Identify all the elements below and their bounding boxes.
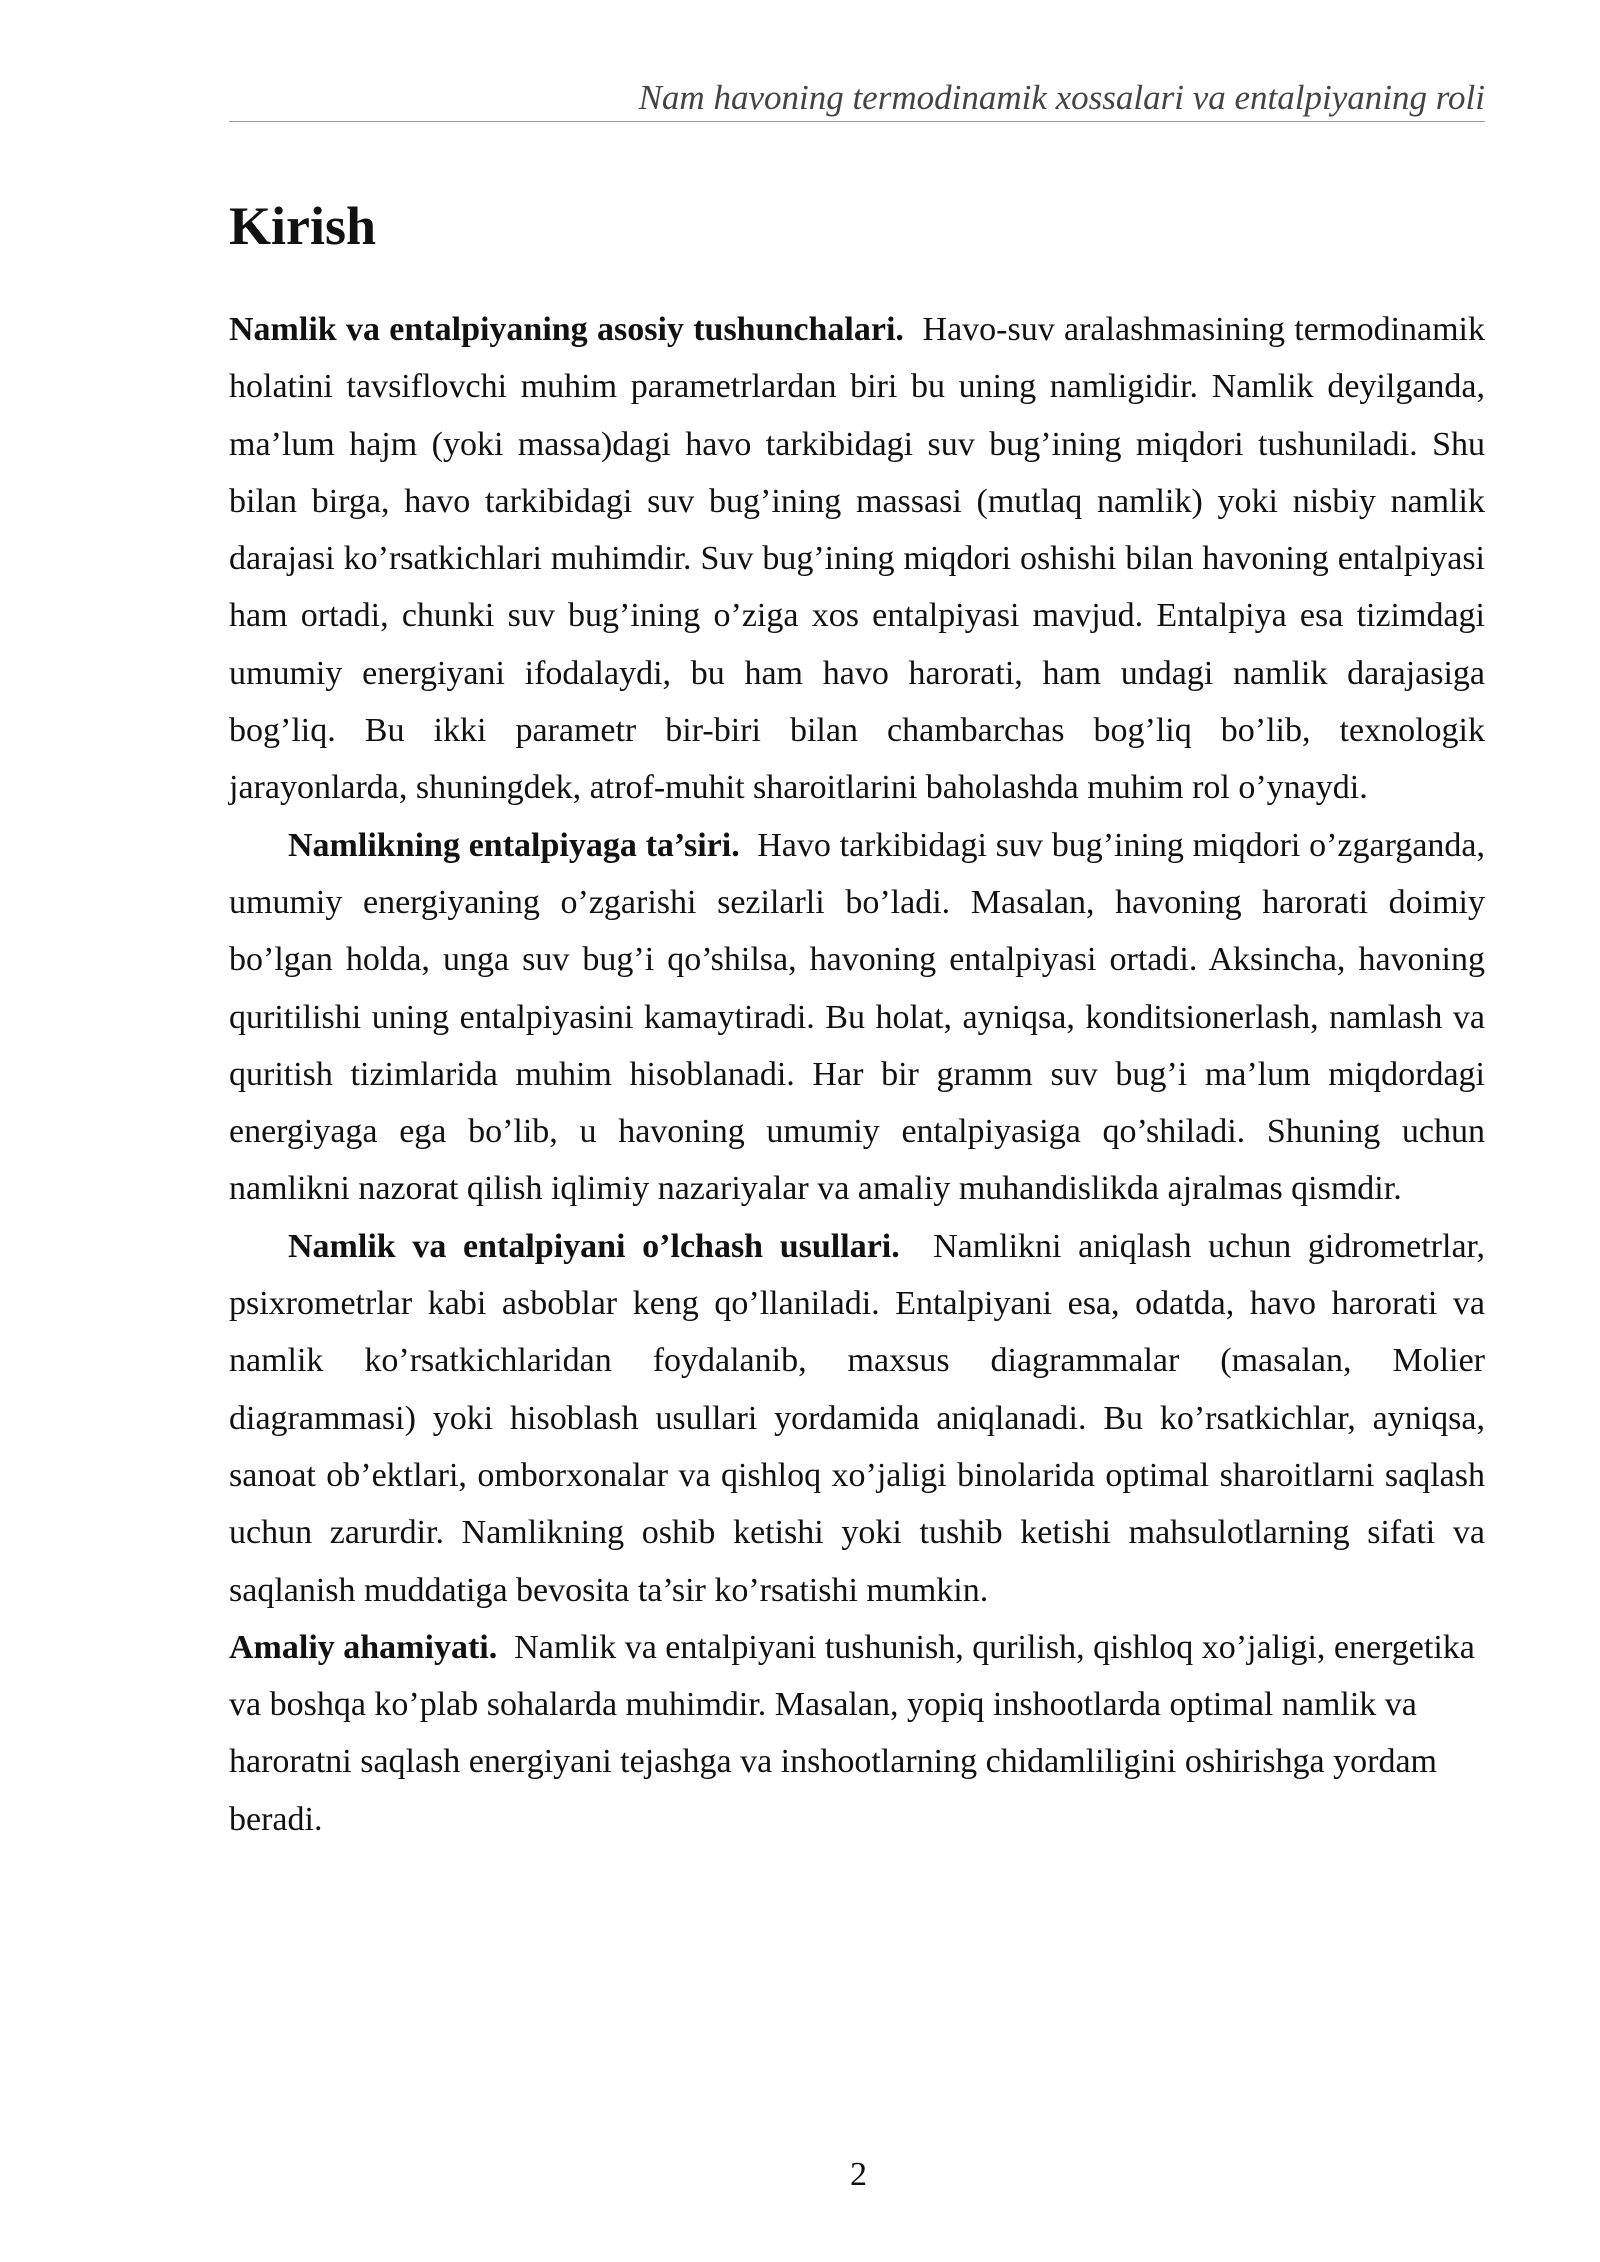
paragraph-heading: Namlikning entalpiyaga ta’siri. xyxy=(288,826,740,864)
running-header: Nam havoning termodinamik xossalari va entalpiyaning roli xyxy=(638,78,1485,117)
paragraph-basic-concepts xyxy=(229,301,1485,817)
paragraph-humidity-effect xyxy=(229,817,1485,1218)
body-text xyxy=(229,301,1485,1848)
paragraph-text: Namlikni aniqlash uchun gidrometrlar, psixrometrlar kabi asboblar keng qo’llaniladi. Entalpiyani esa, odatda, havo harorati va namlik ko’rsatkichlaridan foydalanib, maxsus diagrammalar (masalan, Molier diagrammasi) yoki hisoblash usullari yordamida aniqlanadi. Bu ko’rsatkichlar, ayniqsa, sanoat ob’ektlari, omborxonalar va qishloq xo’jaligi binolarida optimal sharoitlarni saqlash uchun zarurdir. Namlikning oshib ketishi yoki tushib ketishi mahsulotlarning sifati va saqlanish muddatiga bevosita ta’sir ko’rsatishi mumkin. xyxy=(229,1227,1485,1609)
paragraph-measurement-methods xyxy=(229,1218,1485,1619)
paragraph-heading: Amaliy ahamiyati. xyxy=(229,1628,498,1666)
paragraph-heading: Namlik va entalpiyani o’lchash usullari. xyxy=(288,1227,900,1265)
paragraph-text: Namlik va entalpiyani tushunish, qurilish, qishloq xo’jaligi, energetika va boshqa ko’plab sohalarda muhimdir. Masalan, yopiq inshootlarda optimal namlik va haroratni saqlash energiyani tejashga va inshootlarning chidamliligini oshirishga yordam beradi. xyxy=(229,1628,1475,1838)
paragraph-heading: Namlik va entalpiyaning asosiy tushunchalari. xyxy=(229,311,904,348)
page-number: 2 xyxy=(850,2156,867,2193)
paragraph-text: Havo tarkibidagi suv bug’ining miqdori o’zgarganda, umumiy energiyaning o’zgarishi sezilarli bo’ladi. Masalan, havoning harorati doimiy bo’lgan holda, unga suv bug’i qo’shilsa, havoning entalpiyasi ortadi. Aksincha, havoning quritilishi uning entalpiyasini kamaytiradi. Bu holat, ayniqsa, konditsionerlash, namlash va quritish tizimlarida muhim hisoblanadi. Har bir gramm suv bug’i ma’lum miqdordagi energiyaga ega bo’lib, u havoning umumiy entalpiyasiga qo’shiladi. Shuning uchun namlikni nazorat qilish iqlimiy nazariyalar va amaliy muhandislikda ajralmas qismdir. xyxy=(229,826,1485,1208)
paragraph-practical-importance xyxy=(229,1619,1485,1848)
header-divider xyxy=(229,121,1485,122)
paragraph-text: Havo-suv aralashmasining termodinamik holatini tavsiflovchi muhim parametrlardan biri bu uning namligidir. Namlik deyilganda, ma’lum hajm (yoki massa)dagi havo tarkibidagi suv bug’ining miqdori tushuniladi. Shu bilan birga, havo tarkibidagi suv bug’ining massasi (mutlaq namlik) yoki nisbiy namlik darajasi ko’rsatkichlari muhimdir. Suv bug’ining miqdori oshishi bilan havoning entalpiyasi ham ortadi, chunki suv bug’ining o’ziga xos entalpiyasi mavjud. Entalpiya esa tizimdagi umumiy energiyani ifodalaydi, bu ham havo harorati, ham undagi namlik darajasiga bog’liq. Bu ikki parametr bir-biri bilan chambarchas bog’liq bo’lib, texnologik jarayonlarda, shuningdek, atrof-muhit sharoitlarini baholashda muhim rol o’ynaydi. xyxy=(229,311,1485,807)
section-title: Kirish xyxy=(229,196,377,256)
